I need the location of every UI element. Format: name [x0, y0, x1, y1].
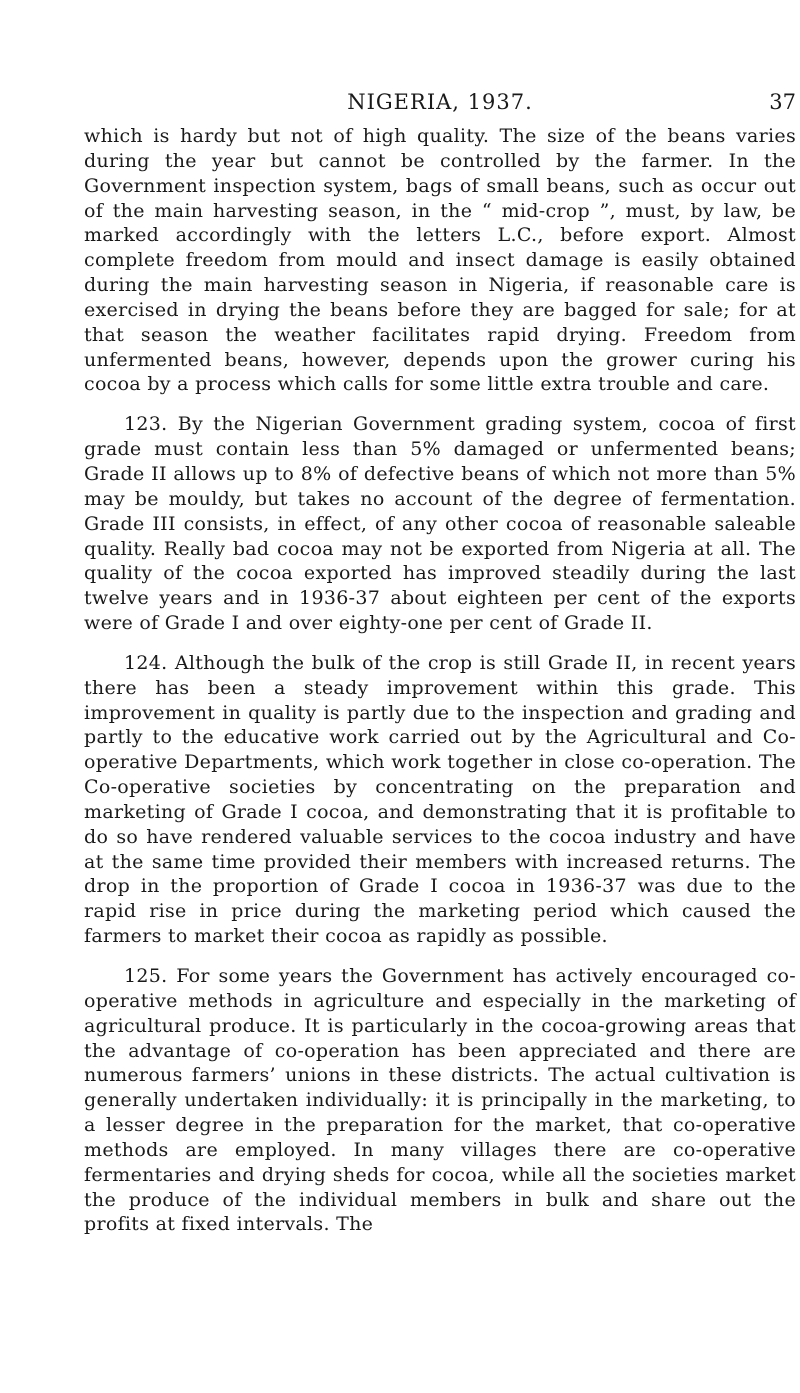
running-head — [84, 90, 796, 120]
page-number: 37 — [769, 90, 796, 114]
body-text — [84, 124, 796, 1237]
paragraph-continuation: which is hardy but not of high quality. The size of the beans varies during the year but cannot be controlled by the farmer. In the Government inspection system, bags of small beans, such as occur out of the main harvesting season, in the “ mid-crop ”, must, by law, be marked accordingly with the letters L.C., before export. Almost complete freedom from mould and insect damage is easily obtained during the main harvesting season in Nigeria, if reasonable care is exercised in drying the beans before they are bagged for sale; for at that season the weather facilitates rapid drying. Freedom from unfermented beans, however, depends upon the grower curing his cocoa by a process which calls for some little extra trouble and care. — [84, 125, 796, 396]
paragraph-123: 123. By the Nigerian Government grading system, cocoa of first grade must contain less than 5% damaged or unfermented beans; Grade II allows up to 8% of defective beans of which not more than 5% may be mouldy, but takes no account of the degree of fermentation. Grade III consists, in effect, of any other cocoa of reasonable saleable quality. Really bad cocoa may not be exported from Nigeria at all. The quality of the cocoa exported has improved steadily during the last twelve years and in 1936-37 about eighteen per cent of the exports were of Grade I and over eighty-one per cent of Grade II. — [84, 413, 796, 635]
paragraph-125: 125. For some years the Government has actively encouraged co-operative methods in agriculture and especially in the marketing of agricultural produce. It is particularly in the cocoa-growing areas that the advantage of co-operation has been appreciated and there are numerous farmers’ unions in these districts. The actual cultivation is generally undertaken individually: it is principally in the marketing, to a lesser degree in the preparation for the market, that co-operative methods are employed. In many villages there are co-operative fermentaries and drying sheds for cocoa, while all the societies market the produce of the individual members in bulk and share out the profits at fixed intervals. The — [84, 965, 796, 1236]
paragraph-124: 124. Although the bulk of the crop is still Grade II, in recent years there has been a steady improvement within this grade. This improvement in quality is partly due to the inspection and grading and partly to the educative work carried out by the Agricultural and Co-operative Departments, which work together in close co-operation. The Co-operative societies by concentrating on the preparation and marketing of Grade I cocoa, and demonstrating that it is profitable to do so have rendered valuable services to the cocoa industry and have at the same time provided their members with increased returns. The drop in the proportion of Grade I cocoa in 1936-37 was due to the rapid rise in price during the marketing period which caused the farmers to market their cocoa as rapidly as possible. — [84, 651, 796, 948]
running-title: NIGERIA, 1937. — [347, 90, 533, 114]
